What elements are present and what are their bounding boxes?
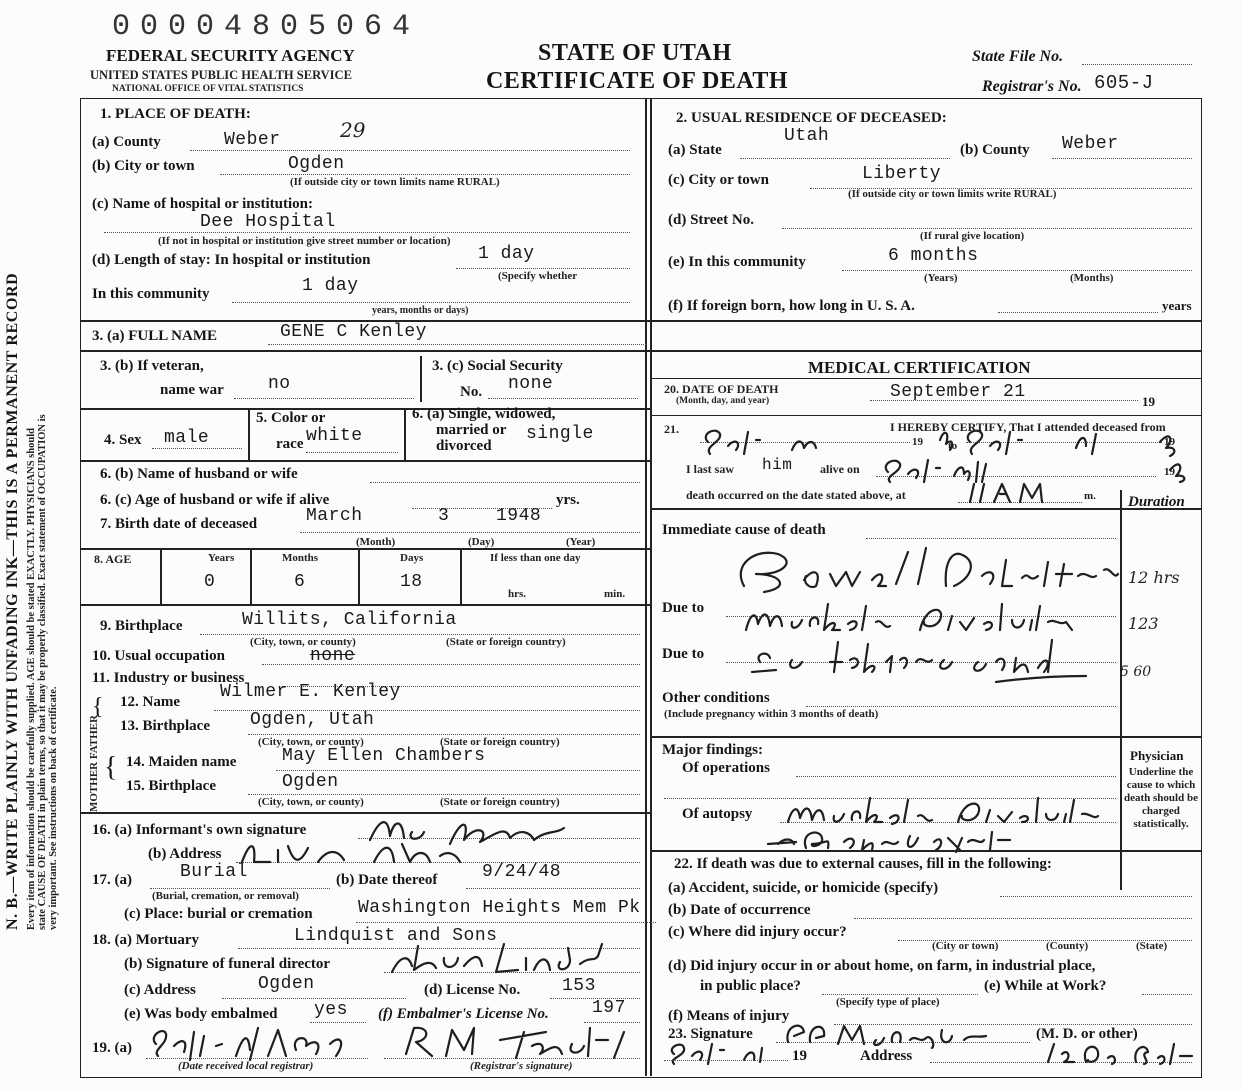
less-than-day-label: If less than one day xyxy=(490,552,581,564)
hrs-label: hrs. xyxy=(508,588,527,600)
burial-place-value: Washington Heights Mem Pk xyxy=(358,898,641,918)
embalmed-label: (e) Was body embalmed xyxy=(124,1006,278,1022)
day-note: (Day) xyxy=(468,536,495,548)
received-note: (Date received local registrar) xyxy=(178,1060,314,1072)
mortuary-label: 18. (a) Mortuary xyxy=(92,932,200,948)
sex-value: male xyxy=(164,428,210,448)
marital-label-3: divorced xyxy=(436,438,492,454)
time-handwriting xyxy=(964,480,1084,506)
veteran-label: 3. (b) If veteran, xyxy=(100,358,204,374)
physician-title: Physician xyxy=(1130,748,1184,763)
industry-label: 11. Industry or business xyxy=(92,670,245,686)
res-city-label: (c) City or town xyxy=(668,172,769,188)
director-label: (b) Signature of funeral director xyxy=(124,956,331,972)
office-name: NATIONAL OFFICE OF VITAL STATISTICS xyxy=(112,84,304,94)
father-birth-label: 13. Birthplace xyxy=(120,718,210,734)
father-name-label: 12. Name xyxy=(120,694,180,710)
margin-line-4: very important. See instructions on back of certificate. xyxy=(48,686,59,930)
place-of-death-label: 1. PLACE OF DEATH: xyxy=(100,106,251,122)
res-county-value: Weber xyxy=(1062,134,1119,154)
city-label: (b) City or town xyxy=(92,158,195,174)
hospital-note: (If not in hospital or institution give street number or location) xyxy=(158,235,451,247)
burial-value: Burial xyxy=(180,862,248,882)
where-county-note: (County) xyxy=(1046,940,1089,952)
due-to-2-handwriting xyxy=(746,632,1106,686)
parents-label: MOTHER FATHER xyxy=(88,714,100,812)
burial-label: 17. (a) xyxy=(92,872,132,888)
min-label: min. xyxy=(604,588,626,600)
county-value: Weber xyxy=(224,130,281,150)
immediate-cause-label: Immediate cause of death xyxy=(662,522,826,538)
mortuary-value: Lindquist and Sons xyxy=(294,926,498,946)
due-to-1-handwriting xyxy=(736,596,1116,636)
physician-signature xyxy=(780,1016,1030,1050)
occupation-value: none xyxy=(310,646,356,666)
res-community-label: (e) In this community xyxy=(668,254,806,270)
embalmer-value: 197 xyxy=(592,998,626,1018)
m-label: m. xyxy=(1084,490,1096,502)
certify-number: 21. xyxy=(664,422,679,436)
alive-19: 19 xyxy=(1164,466,1175,478)
certify-19-a: 19 xyxy=(912,436,923,448)
city-note: (If outside city or town limits name RURAL) xyxy=(290,176,500,188)
ssn-no-label: No. xyxy=(460,384,483,400)
husband-label: 6. (b) Name of husband or wife xyxy=(100,466,298,482)
residence-label: 2. USUAL RESIDENCE OF DECEASED: xyxy=(676,110,947,126)
stay-note: (Specify whether xyxy=(498,270,578,282)
burial-date-label: (b) Date thereof xyxy=(336,872,438,888)
stay-value: 1 day xyxy=(478,244,535,264)
where-city-note: (City or town) xyxy=(932,940,999,952)
autopsy-label: Of autopsy xyxy=(682,806,753,822)
major-findings-label: Major findings: xyxy=(662,742,763,758)
ssn-value: none xyxy=(508,374,554,394)
age-months: 6 xyxy=(294,572,306,592)
embalmed-value: yes xyxy=(314,1000,348,1020)
address2-label: (c) Address xyxy=(124,982,196,998)
medical-title: MEDICAL CERTIFICATION xyxy=(808,358,1031,377)
marital-label-2: married or xyxy=(436,422,507,438)
occurrence-label: (b) Date of occurrence xyxy=(668,902,811,918)
means-label: (f) Means of injury xyxy=(668,1008,790,1024)
days-col-label: Days xyxy=(400,552,424,564)
marital-value: single xyxy=(526,424,594,444)
husband-age-label: 6. (c) Age of husband or wife if alive xyxy=(100,492,330,508)
certify-text: I HEREBY CERTIFY, That I attended deceased from xyxy=(890,420,1166,434)
res-community-value: 6 months xyxy=(888,246,979,266)
age-label: 8. AGE xyxy=(94,552,132,566)
months-col-label: Months xyxy=(282,552,319,564)
age-years: 0 xyxy=(204,572,216,592)
registrar-number: 605-J xyxy=(1094,72,1154,94)
specify-note: (Specify type of place) xyxy=(836,996,940,1008)
other-conditions-label: Other conditions xyxy=(662,690,770,706)
signature-19: 19 xyxy=(792,1048,807,1064)
community-note: years, months or days) xyxy=(372,305,469,316)
director-signature xyxy=(384,936,614,980)
home-label: (d) Did injury occur in or about home, on farm, in industrial place, xyxy=(668,958,1096,974)
autopsy-handwriting xyxy=(748,792,1118,854)
res-city-value: Liberty xyxy=(862,164,942,184)
him-value: him xyxy=(762,456,793,474)
informant-sig-label: 16. (a) Informant's own signature xyxy=(92,822,307,838)
margin-line-3: state CAUSE OF DEATH in plain terms, so that it may be properly classified. Exact statement of OCCUPATION is xyxy=(37,414,48,930)
death-date-note: (Month, day, and year) xyxy=(676,396,770,406)
mother-birth-value: Ogden xyxy=(282,772,339,792)
registrar-sig-note: (Registrar's signature) xyxy=(470,1060,573,1072)
mother-birth-label: 15. Birthplace xyxy=(126,778,216,794)
foreign-label: (f) If foreign born, how long in U. S. A. xyxy=(668,298,915,314)
accident-label: (a) Accident, suicide, or homicide (specify) xyxy=(668,880,939,896)
informant-address-label: (b) Address xyxy=(148,846,222,862)
physician-note: Underline the cause to which death should be charged statistically. xyxy=(1124,766,1198,830)
father-birth-value: Ogden, Utah xyxy=(250,710,375,730)
birthplace-value: Willits, California xyxy=(242,610,457,630)
immediate-cause-handwriting xyxy=(660,540,1120,600)
res-state-value: Utah xyxy=(784,126,830,146)
res-county-label: (b) County xyxy=(960,142,1030,158)
mother-place-note-2: (State or foreign country) xyxy=(440,796,560,808)
county-code: 29 xyxy=(340,118,366,142)
father-place-note-1: (City, town, or county) xyxy=(258,736,364,748)
stay-label: (d) Length of stay: In hospital or institution xyxy=(92,252,371,268)
license-value: 153 xyxy=(562,976,596,996)
yrs-label: yrs. xyxy=(556,492,580,508)
signature-label: 23. Signature xyxy=(668,1026,753,1042)
where-state-note: (State) xyxy=(1136,940,1168,952)
year-note: (Year) xyxy=(566,536,596,548)
due-to-1-duration: 123 xyxy=(1128,614,1159,633)
sex-label: 4. Sex xyxy=(104,432,142,448)
side-margin-notes xyxy=(4,30,84,930)
birthplace-note-1: (City, town, or county) xyxy=(250,636,356,648)
immediate-duration: 12 hrs xyxy=(1128,568,1180,587)
community-value: 1 day xyxy=(302,276,359,296)
foreign-unit: years xyxy=(1162,298,1192,313)
years-note: (Years) xyxy=(924,272,958,284)
years-col-label: Years xyxy=(208,552,235,564)
county-label: (a) County xyxy=(92,134,161,150)
serial-number: 00004805064 xyxy=(112,10,421,44)
other-conditions-note: (Include pregnancy within 3 months of death) xyxy=(664,708,879,720)
alive-on-label: alive on xyxy=(820,462,860,476)
full-name-value: GENE C Kenley xyxy=(280,322,427,342)
mother-brace: { xyxy=(104,752,118,783)
last-saw-label: I last saw xyxy=(686,462,735,476)
informant-address-handwriting xyxy=(234,836,494,870)
burial-place-label: (c) Place: burial or cremation xyxy=(124,906,313,922)
res-city-note: (If outside city or town limits write RURAL) xyxy=(848,188,1057,200)
occupation-label: 10. Usual occupation xyxy=(92,648,225,664)
burial-note: (Burial, cremation, or removal) xyxy=(152,890,299,902)
license-label: (d) License No. xyxy=(424,982,521,998)
hospital-value: Dee Hospital xyxy=(200,212,336,232)
mother-name-value: May Ellen Chambers xyxy=(282,746,486,766)
due-to-1-label: Due to xyxy=(662,600,705,616)
hospital-label: (c) Name of hospital or institution: xyxy=(92,196,313,212)
burial-date-value: 9/24/48 xyxy=(482,862,562,882)
race-label: race xyxy=(276,436,304,452)
certificate-title: CERTIFICATE OF DEATH xyxy=(486,68,789,94)
certify-to: to xyxy=(948,440,958,452)
months-note: (Months) xyxy=(1070,272,1114,284)
physician-address-handwriting xyxy=(1040,1034,1200,1068)
death-year-prefix: 19 xyxy=(1142,394,1155,409)
signature-address-label: Address xyxy=(860,1048,913,1064)
color-label: 5. Color or xyxy=(256,410,326,426)
marital-label: 6. (a) Single, widowed, xyxy=(412,406,556,422)
registrar-label: Registrar's No. xyxy=(982,78,1082,95)
birth-day: 3 xyxy=(438,506,450,526)
full-name-label: 3. (a) FULL NAME xyxy=(92,328,217,344)
agency-name: FEDERAL SECURITY AGENCY xyxy=(106,46,355,65)
city-value: Ogden xyxy=(288,154,345,174)
res-state-label: (a) State xyxy=(668,142,722,158)
embalmer-label: (f) Embalmer's License No. xyxy=(378,1006,549,1022)
birthplace-label: 9. Birthplace xyxy=(100,618,183,634)
signature-date-handwriting xyxy=(664,1036,794,1066)
father-name-value: Wilmer E. Kenley xyxy=(220,682,401,702)
race-value: white xyxy=(306,426,363,446)
work-label: (e) While at Work? xyxy=(984,978,1107,994)
birth-year: 1948 xyxy=(496,506,542,526)
operations-label: Of operations xyxy=(682,760,770,776)
father-brace: { xyxy=(92,694,104,720)
month-note: (Month) xyxy=(356,536,396,548)
ssn-label: 3. (c) Social Security xyxy=(432,358,563,374)
mother-place-note-1: (City, town, or county) xyxy=(258,796,364,808)
death-date-value: September 21 xyxy=(890,382,1026,402)
where-label: (c) Where did injury occur? xyxy=(668,924,847,940)
md-label: (M. D. or other) xyxy=(1036,1026,1138,1042)
street-label: (d) Street No. xyxy=(668,212,754,228)
received-label: 19. (a) xyxy=(92,1040,132,1056)
service-name: UNITED STATES PUBLIC HEALTH SERVICE xyxy=(90,68,352,82)
due-to-2-label: Due to xyxy=(662,646,705,662)
state-file-label: State File No. xyxy=(972,48,1064,65)
street-note: (If rural give location) xyxy=(920,230,1025,242)
father-place-note-2: (State or foreign country) xyxy=(440,736,560,748)
death-occurred-label: death occurred on the date stated above, at xyxy=(686,488,906,502)
margin-line-2: Every item of information should be carefully supplied. AGE should be stated EXACTLY. PHYSICIANS should xyxy=(26,428,37,930)
certify-19-b: 19 xyxy=(1164,436,1175,448)
received-date-handwriting xyxy=(146,1020,376,1064)
margin-line-1: N. B.—WRITE PLAINLY WITH UNFADING INK—THIS IS A PERMANENT RECORD xyxy=(4,272,21,930)
duration-label: Duration xyxy=(1128,494,1185,510)
external-label: 22. If death was due to external causes, fill in the following: xyxy=(674,856,1052,872)
public-label: in public place? xyxy=(700,978,801,994)
community-label: In this community xyxy=(92,286,210,302)
birthplace-note-2: (State or foreign country) xyxy=(446,636,566,648)
war-value: no xyxy=(268,374,291,394)
registrar-signature xyxy=(396,1018,640,1064)
war-label: name war xyxy=(160,382,224,398)
mother-name-label: 14. Maiden name xyxy=(126,754,237,770)
birth-month: March xyxy=(306,506,363,526)
address2-value: Ogden xyxy=(258,974,315,994)
birth-label: 7. Birth date of deceased xyxy=(100,516,258,532)
age-days: 18 xyxy=(400,572,423,592)
death-date-label: 20. DATE OF DEATH xyxy=(664,382,779,396)
state-title: STATE OF UTAH xyxy=(538,40,732,66)
due-to-2-duration: 5 60 xyxy=(1120,664,1152,680)
